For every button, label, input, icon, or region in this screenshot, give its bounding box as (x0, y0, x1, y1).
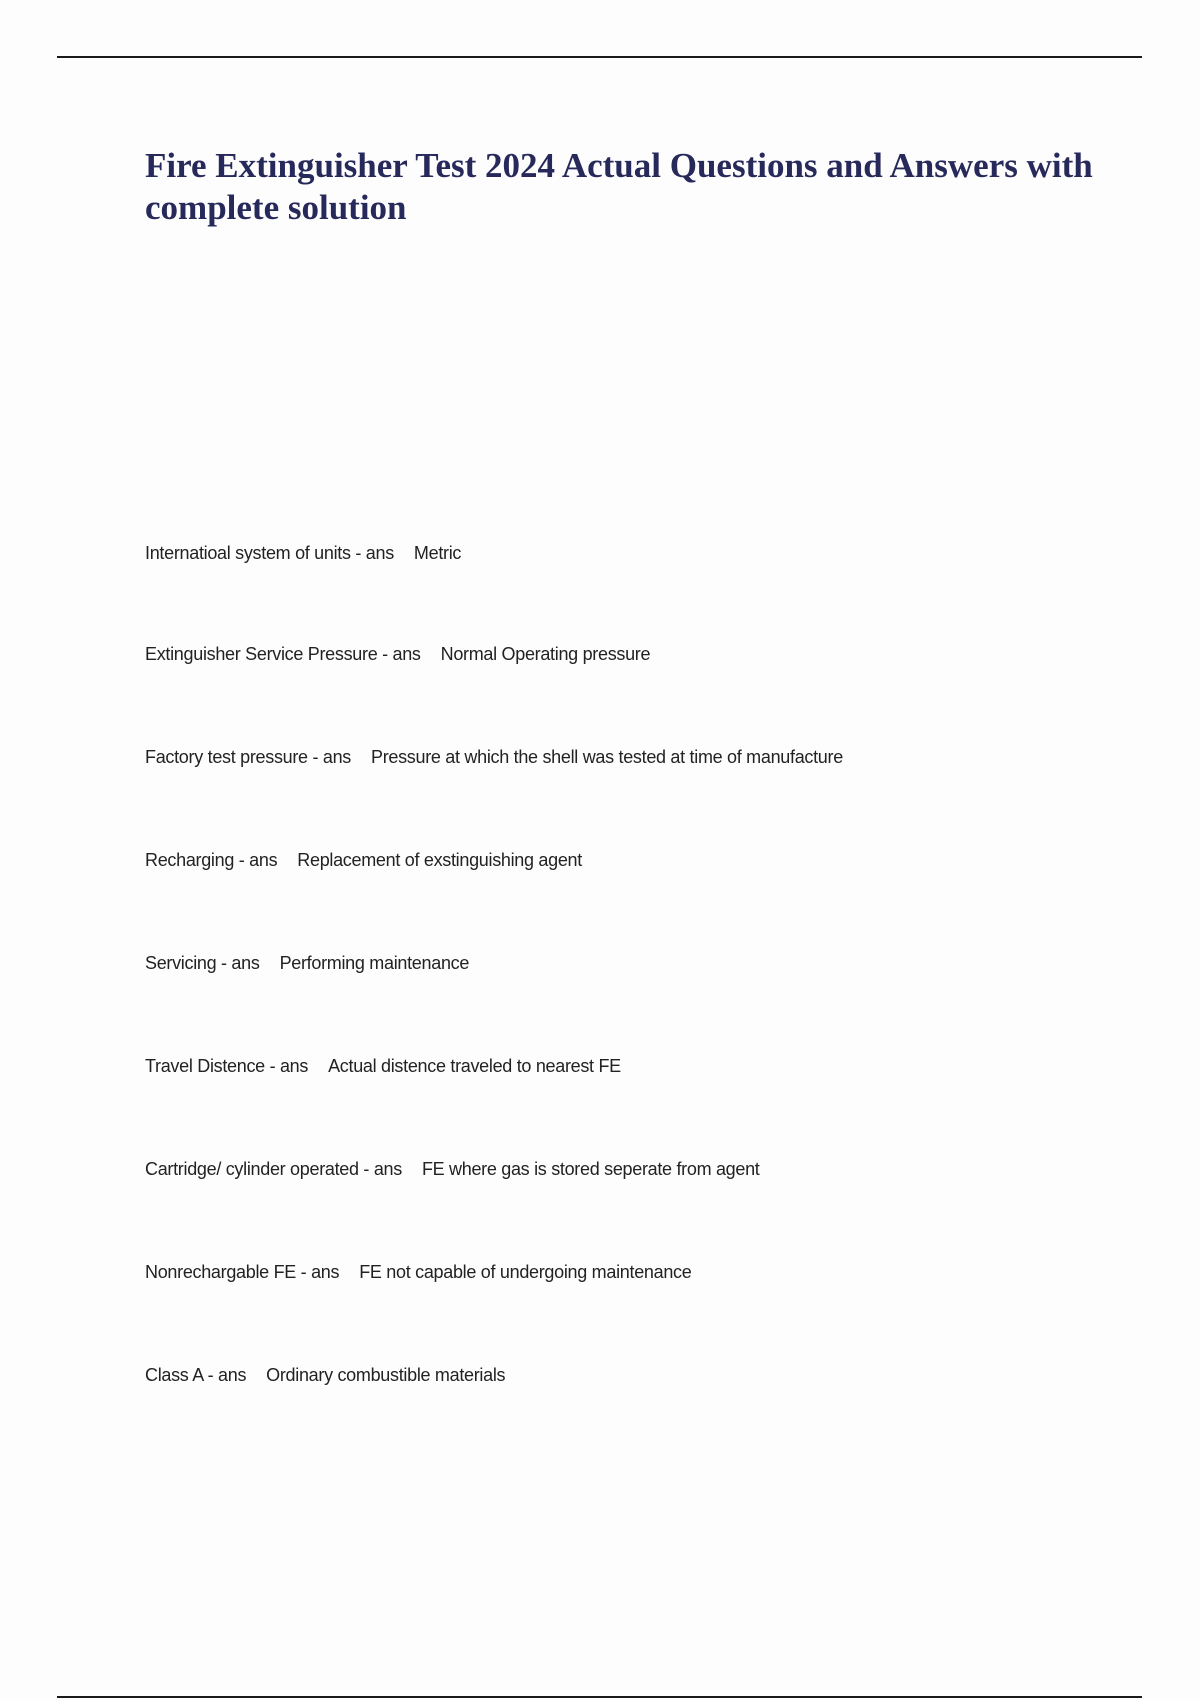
question: Internatioal system of units - ans (145, 543, 394, 563)
bottom-divider (57, 1696, 1142, 1698)
qa-item (145, 1056, 621, 1077)
qa-item (145, 1159, 760, 1180)
answer: Ordinary combustible materials (266, 1365, 506, 1385)
question: Extinguisher Service Pressure - ans (145, 644, 421, 664)
qa-item (145, 747, 843, 768)
answer: Metric (413, 543, 462, 563)
question: Factory test pressure - ans (145, 747, 351, 767)
question: Servicing - ans (145, 953, 260, 973)
answer: Performing maintenance (279, 953, 470, 973)
answer: FE where gas is stored seperate from agent (421, 1159, 760, 1179)
question: Nonrechargable FE - ans (145, 1262, 340, 1282)
answer: Pressure at which the shell was tested at time of manufacture (370, 747, 843, 767)
answer: Replacement of exstinguishing agent (297, 850, 582, 870)
document-title: Fire Extinguisher Test 2024 Actual Questions and Answers with complete solution (145, 146, 1093, 227)
question: Class A - ans (145, 1365, 247, 1385)
top-divider (57, 56, 1142, 58)
question: Travel Distence - ans (145, 1056, 309, 1076)
answer: FE not capable of undergoing maintenance (359, 1262, 692, 1282)
qa-item (145, 644, 650, 665)
qa-item (145, 953, 469, 974)
question: Cartridge/ cylinder operated - ans (145, 1159, 402, 1179)
answer: Actual distence traveled to nearest FE (328, 1056, 621, 1076)
qa-item (145, 1365, 505, 1386)
qa-item (145, 1262, 691, 1283)
qa-item (145, 850, 582, 871)
qa-item (145, 543, 461, 564)
question: Recharging - ans (145, 850, 278, 870)
answer: Normal Operating pressure (440, 644, 651, 664)
